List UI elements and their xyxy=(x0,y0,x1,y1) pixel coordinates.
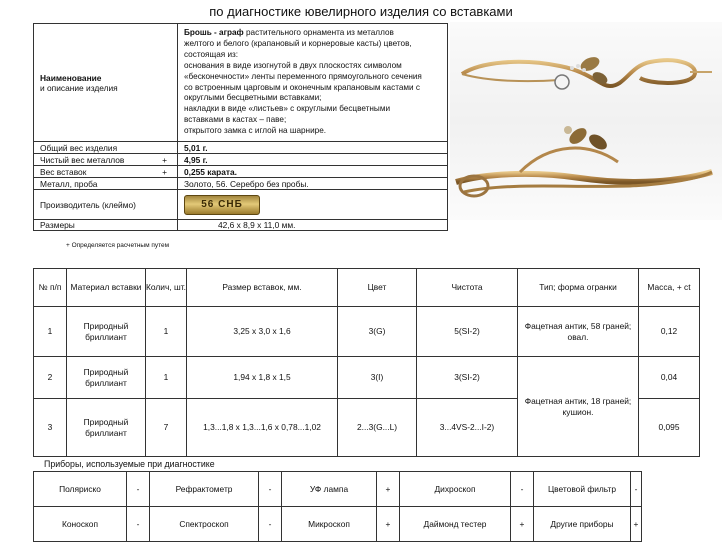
size-row xyxy=(34,220,448,231)
instrument-name: Коноскоп xyxy=(34,507,127,542)
inserts-table xyxy=(33,268,700,457)
instrument-name: Даймонд тестер xyxy=(400,507,511,542)
instrument-name: Цветовой фильтр xyxy=(534,472,631,507)
metal-assay-row xyxy=(34,178,448,190)
item-description xyxy=(178,24,448,142)
instrument-mark: - xyxy=(127,507,150,542)
row-value: 0,255 карата. xyxy=(178,166,448,178)
desc-line: открытого замка с иглой на шарнире. xyxy=(184,125,327,135)
desc-line: округлыми бесцветными вставками; xyxy=(184,93,322,103)
document-title: по диагностике ювелирного изделия со вставками xyxy=(209,4,513,19)
metal-weight-row xyxy=(34,154,448,166)
desc-line: накладки в виде «листьев» с округлыми бесцветными xyxy=(184,104,391,114)
cell-mass: 0,095 xyxy=(639,399,700,457)
instrument-name: Спектроскоп xyxy=(150,507,259,542)
row-value: 4,95 г. xyxy=(178,154,448,166)
instrument-mark: + xyxy=(377,472,400,507)
row-plus: + xyxy=(162,166,167,177)
cell-cut: Фацетная антик, 18 граней; кушион. xyxy=(518,357,639,457)
instruments-row xyxy=(34,472,642,507)
desc-line: вставками в кастах – паве; xyxy=(184,114,287,124)
row-label: Чистый вес металлов xyxy=(40,154,125,165)
total-weight-row xyxy=(34,142,448,154)
table-row xyxy=(34,357,700,399)
maker-label: Производитель (клеймо) xyxy=(34,190,178,220)
brooch-illustration xyxy=(450,22,722,220)
name-label-cell xyxy=(34,24,178,142)
cell-color: 3(I) xyxy=(338,357,417,399)
col-header: Колич, шт. xyxy=(146,269,187,307)
row-label: Металл, проба xyxy=(40,178,98,189)
maker-row xyxy=(34,190,448,220)
instrument-mark: + xyxy=(511,507,534,542)
size-value: 42,6 х 8,9 х 11,0 мм. xyxy=(178,220,448,231)
hallmark-stamp-image: 56 СНБ xyxy=(184,195,260,215)
col-header: Цвет xyxy=(338,269,417,307)
instrument-name: Рефрактометр xyxy=(150,472,259,507)
desc-line: основания в виде изогнутой в двух плоскостях символом xyxy=(184,60,402,70)
instrument-name: Поляриско xyxy=(34,472,127,507)
cell-size: 1,94 х 1,8 х 1,5 xyxy=(187,357,338,399)
instrument-mark: + xyxy=(631,507,642,542)
instrument-mark: - xyxy=(511,472,534,507)
footnote: + Определяется расчетным путем xyxy=(66,242,170,249)
cell-clarity: 3(SI-2) xyxy=(417,357,518,399)
col-header: Размер вставок, мм. xyxy=(187,269,338,307)
cell-material: Природный бриллиант xyxy=(67,307,146,357)
cell-qty: 1 xyxy=(146,357,187,399)
instrument-mark: - xyxy=(259,472,282,507)
name-label: Наименование xyxy=(40,72,102,83)
cell-material: Природный бриллиант xyxy=(67,399,146,457)
instruments-row xyxy=(34,507,642,542)
cell-material: Природный бриллиант xyxy=(67,357,146,399)
brooch-top-view xyxy=(462,54,712,89)
cell-mass: 0,04 xyxy=(639,357,700,399)
cell-color: 3(G) xyxy=(338,307,417,357)
desc-bold: Брошь - аграф xyxy=(184,28,244,38)
row-value: Золото, 56. Серебро без пробы. xyxy=(178,178,448,190)
cell-size: 3,25 х 3,0 х 1,6 xyxy=(187,307,338,357)
cell-qty: 1 xyxy=(146,307,187,357)
instrument-mark: - xyxy=(259,507,282,542)
col-header: № п/п xyxy=(34,269,67,307)
cell-color: 2...3(G...L) xyxy=(338,399,417,457)
brooch-side-view xyxy=(456,125,712,196)
cell-n: 1 xyxy=(34,307,67,357)
desc-line: растительного орнамента из металлов xyxy=(243,28,394,38)
cell-mass: 0,12 xyxy=(639,307,700,357)
col-header: Материал вставки xyxy=(67,269,146,307)
cell-n: 2 xyxy=(34,357,67,399)
cell-qty: 7 xyxy=(146,399,187,457)
instrument-name: Другие приборы xyxy=(534,507,631,542)
desc-line: желтого и белого (крапановый и корнеровые касты) цветов, xyxy=(184,39,412,49)
item-info-table xyxy=(33,23,448,231)
row-plus: + xyxy=(162,154,167,165)
desc-label: и описание изделия xyxy=(40,82,118,93)
col-header: Масса, + ct xyxy=(639,269,700,307)
inserts-weight-row xyxy=(34,166,448,178)
row-label: Вес вставок xyxy=(40,166,87,177)
desc-line: состоящая из: xyxy=(184,50,239,60)
col-header: Тип; форма огранки xyxy=(518,269,639,307)
desc-line: со встроенным царговым и оконечным крапановым кастами с xyxy=(184,82,420,92)
row-label: Общий вес изделия xyxy=(40,142,118,153)
instruments-title: Приборы, используемые при диагностике xyxy=(44,459,215,469)
instrument-name: Микроскоп xyxy=(282,507,377,542)
cell-clarity: 5(SI-2) xyxy=(417,307,518,357)
instrument-name: Дихроскоп xyxy=(400,472,511,507)
instrument-mark: - xyxy=(127,472,150,507)
desc-line: «бесконечности» ленты переменного прямоугольного сечения xyxy=(184,71,422,81)
row-value: 5,01 г. xyxy=(178,142,448,154)
size-label: Размеры xyxy=(34,220,178,231)
col-header: Чистота xyxy=(417,269,518,307)
cell-size: 1,3...1,8 х 1,3...1,6 х 0,78...1,02 xyxy=(187,399,338,457)
brooch-photo xyxy=(450,22,722,220)
inserts-header-row xyxy=(34,269,700,307)
instrument-mark: - xyxy=(631,472,642,507)
table-row xyxy=(34,307,700,357)
instrument-name: УФ лампа xyxy=(282,472,377,507)
instrument-mark: + xyxy=(377,507,400,542)
cell-n: 3 xyxy=(34,399,67,457)
cell-cut: Фацетная антик, 58 граней; овал. xyxy=(518,307,639,357)
instruments-table xyxy=(33,471,642,542)
cell-clarity: 3...4VS-2...I-2) xyxy=(417,399,518,457)
